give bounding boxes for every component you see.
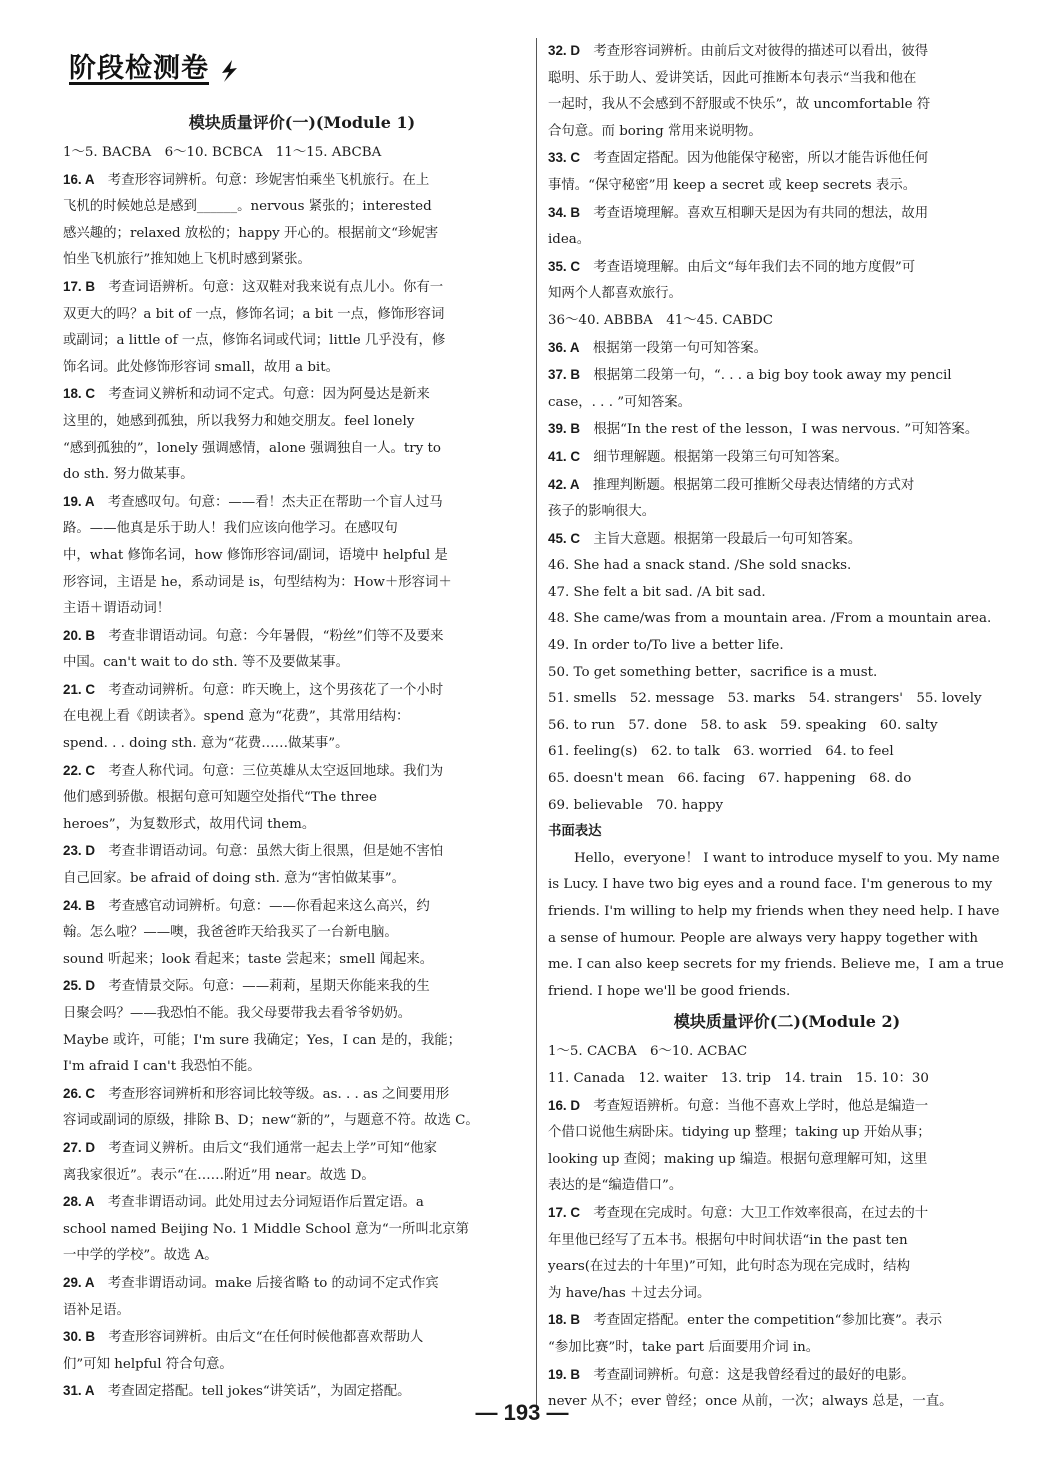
text-line: 36. A 根据第一段第一句可知答案。: [548, 339, 767, 356]
question-number: 19. A: [63, 493, 95, 509]
text-line: 31. A 考查固定搭配。tell jokes“讲笑话”，为固定搭配。: [63, 1383, 411, 1400]
question-number: 21. C: [63, 681, 96, 697]
text-line: sound 听起来；look 看起来；taste 尝起来；smell 闻起来。: [63, 951, 434, 967]
question-number: 37. B: [548, 367, 581, 383]
text-line: 56. to run 57. done 58. to ask 59. speaking 60. salty: [548, 717, 938, 733]
page-number: — 193 —: [475, 1400, 569, 1425]
question-number: 35. C: [548, 258, 581, 274]
text-line: 32. D 考查形容词辨析。由前后文对彼得的描述可以看出，彼得: [548, 43, 929, 59]
text-line: 11. Canada 12. waiter 13. trip 14. train 15. 10：30: [548, 1070, 929, 1086]
text-line: is Lucy. I have two big eyes and a round face. I'm generous to my: [548, 877, 993, 893]
text-line: 主语＋谓语动词！: [63, 601, 171, 617]
question-number: 26. C: [63, 1085, 96, 1101]
text-line: 25. D 考查情景交际。句意：——莉莉，星期天你能来我的生: [63, 978, 430, 995]
text-line: 21. C 考查动词辨析。句意：昨天晚上，这个男孩花了一个小时: [63, 681, 444, 698]
text-line: 形容词，主语是 he，系动词是 is，句型结构为：How＋形容词＋: [63, 574, 452, 590]
text-line: “参加比赛”时，take part 后面要用介词 in。: [548, 1339, 820, 1355]
text-line: 18. C 考查词义辨析和动词不定式。句意：因为阿曼达是新来: [63, 386, 430, 403]
text-line: me. I can also keep secrets for my friends. Believe me，I am a true: [548, 957, 1004, 973]
text-line: 45. C 主旨大意题。根据第一段最后一句可知答案。: [548, 530, 862, 547]
text-line: 这里的，她感到孤独，所以我努力和她交朋友。feel lonely: [63, 413, 415, 429]
text-line: 日聚会吗？——我恐怕不能。我父母要带我去看爷爷奶奶。: [63, 1006, 412, 1021]
text-line: 一中学的学校”。故选 A。: [63, 1248, 218, 1264]
text-line: 17. B 考查词语辨析。句意：这双鞋对我来说有点儿小。你有一: [63, 278, 444, 295]
text-line: case，. . . ”可知答案。: [548, 394, 692, 410]
text-line: 20. B 考查非谓语动词。句意：今年暑假，“粉丝”们等不及要来: [63, 627, 444, 644]
text-line: 合句意。而 boring 常用来说明物。: [548, 123, 762, 139]
text-line: school named Beijing No. 1 Middle School 意为“一所叫北京第: [63, 1221, 470, 1237]
text-line: 们”可知 helpful 符合句意。: [63, 1356, 233, 1372]
text-line: heroes”，为复数形式，故用代词 them。: [63, 816, 316, 832]
text-line: 29. A 考查非谓语动词。make 后接省略 to 的动词不定式作宾: [63, 1274, 439, 1291]
question-number: 16. D: [548, 1097, 581, 1113]
question-number: 20. B: [63, 627, 96, 643]
text-line: 23. D 考查非谓语动词。句意：虽然大街上很黑，但是她不害怕: [63, 843, 444, 860]
text-line: a sense of humour. People are always very happy together with: [548, 930, 979, 946]
text-line: 1～5. BACBA 6～10. BCBCA 11～15. ABCBA: [63, 145, 382, 160]
text-line: looking up 查阅；making up 编造。根据句意理解可知，这里: [548, 1151, 928, 1167]
question-number: 25. D: [63, 978, 96, 994]
text-line: 28. A 考查非谓语动词。此处用过去分词短语作后置定语。a: [63, 1194, 424, 1211]
text-line: “感到孤独的”，lonely 强调感情，alone 强调独自一人。try to: [63, 440, 441, 456]
question-number: 17. C: [548, 1204, 581, 1220]
text-line: 16. A 考查形容词辨析。句意：珍妮害怕乘坐飞机旅行。在上: [63, 171, 430, 188]
question-number: 33. C: [548, 150, 581, 166]
question-number: 24. B: [63, 897, 96, 913]
text-line: 33. C 考查固定搭配。因为他能保守秘密，所以才能告诉他任何: [548, 150, 929, 167]
text-line: 46. She had a snack stand. /She sold snacks.: [548, 558, 852, 574]
text-line: 飞机的时候她总是感到______。nervous 紧张的；interested: [63, 199, 432, 215]
question-number: 19. B: [548, 1366, 581, 1382]
question-number: 28. A: [63, 1194, 95, 1210]
text-line: 表达的是“编造借口”。: [548, 1178, 683, 1194]
text-line: Hello，everyone！ I want to introduce myself to you. My name: [574, 850, 1000, 866]
text-line: 17. C 考查现在完成时。句意：大卫工作效率很高，在过去的十: [548, 1204, 929, 1221]
text-line: 50. To get something better，sacrifice is a must.: [548, 664, 878, 680]
question-number: 30. B: [63, 1329, 96, 1345]
text-line: 24. B 考查感官动词辨析。句意：——你看起来这么高兴，约: [63, 897, 430, 914]
text-line: 22. C 考查人称代词。句意：三位英雄从太空返回地球。我们为: [63, 762, 444, 779]
text-line: 18. B 考查固定搭配。enter the competition“参加比赛”。表示: [548, 1312, 943, 1329]
text-line: idea。: [548, 232, 591, 248]
text-line: 16. D 考查短语辨析。句意：当他不喜欢上学时，他总是编造一: [548, 1097, 929, 1114]
text-line: 离我家很近”。表示“在……附近”用 near。故选 D。: [63, 1167, 375, 1183]
text-line: spend. . . doing sth. 意为“花费……做某事”。: [63, 736, 349, 752]
text-line: 在电视上看《朗读者》。spend 意为“花费”，其常用结构：: [63, 709, 410, 725]
text-line: 49. In order to/To live a better life.: [548, 638, 784, 654]
text-line: Maybe 或许，可能；I'm sure 我确定；Yes，I can 是的，我能；: [63, 1032, 462, 1048]
text-line: I'm afraid I can't 我恐怕不能。: [63, 1059, 261, 1075]
text-line: friends. I'm willing to help my friends when they need help. I have: [548, 904, 1000, 919]
text-line: 感兴趣的；relaxed 放松的；happy 开心的。根据前文“珍妮害: [63, 225, 439, 241]
text-line: 中，what 修饰名词，how 修饰形容词/副词，语境中 helpful 是: [63, 547, 448, 563]
question-number: 18. B: [548, 1312, 581, 1328]
text-line: do sth. 努力做某事。: [63, 467, 194, 483]
text-line: never 从不；ever 曾经；once 从前，一次；always 总是，一直。: [548, 1394, 953, 1410]
page-header: [63, 46, 541, 106]
page-header-title: 阶段检测卷: [69, 53, 209, 84]
text-line: 42. A 推理判断题。根据第二段可推断父母表达情绪的方式对: [548, 476, 915, 493]
section-title-module-1: 模块质量评价(一)(Module 1): [188, 113, 416, 132]
question-number: 18. C: [63, 386, 96, 402]
text-line: 39. B 根据“In the rest of the lesson，I was nervous. ”可知答案。: [548, 421, 979, 438]
text-line: years(在过去的十年里)”可知，此句时态为现在完成时，结构: [548, 1259, 911, 1275]
question-number: 34. B: [548, 204, 581, 220]
question-number: 45. C: [548, 530, 581, 546]
question-number: 36. A: [548, 339, 580, 355]
text-line: 自己回家。be afraid of doing sth. 意为“害怕做某事”。: [63, 871, 405, 887]
text-line: 路。——他真是乐于助人！我们应该向他学习。在感叹句: [63, 521, 398, 537]
question-number: 29. A: [63, 1274, 95, 1290]
text-line: 36～40. ABBBA 41～45. CABDC: [548, 312, 773, 328]
left-answer-lines: [63, 140, 541, 1406]
text-line: 19. B 考查副词辨析。句意：这是我曾经看过的最好的电影。: [548, 1366, 915, 1383]
text-line: 他们感到骄傲。根据句意可知题空处指代“The three: [63, 790, 377, 806]
text-line: 怕坐飞机旅行”推知她上飞机时感到紧张。: [63, 252, 311, 268]
text-line: 48. She came/was from a mountain area. /From a mountain area.: [548, 611, 992, 627]
question-number: 22. C: [63, 762, 96, 778]
text-line: 26. C 考查形容词辨析和形容词比较等级。as. . . as 之间要用形: [63, 1085, 450, 1102]
text-line: 孩子的影响很大。: [548, 504, 656, 520]
text-line: 翰。怎么啦？——噢，我爸爸昨天给我买了一台新电脑。: [63, 925, 398, 941]
text-line: 69. believable 70. happy: [548, 797, 724, 813]
question-number: 41. C: [548, 448, 581, 464]
text-line: 37. B 根据第二段第一句，“. . . a big boy took away my pencil: [548, 367, 952, 384]
left-column: [63, 0, 541, 1406]
text-line: 容词或副词的原级，排除 B、D；new“新的”，与题意不符。故选 C。: [63, 1113, 479, 1129]
text-line: 年里他已经写了五本书。根据句中时间状语“in the past ten: [548, 1232, 908, 1248]
text-line: 51. smells 52. message 53. marks 54. strangers' 55. lovely: [548, 691, 982, 707]
question-number: 17. B: [63, 278, 96, 294]
writing-label: 书面表达: [548, 824, 602, 840]
text-line: 30. B 考查形容词辨析。由后文“在任何时候他都喜欢帮助人: [63, 1329, 424, 1346]
writing-passage: [548, 846, 1026, 1006]
text-line: 一起时，我从不会感到不舒服或不快乐”，故 uncomfortable 符: [548, 97, 931, 113]
text-line: 为 have/has ＋过去分词。: [548, 1285, 711, 1301]
question-number: 27. D: [63, 1139, 96, 1155]
text-line: 聪明、乐于助人、爱讲笑话，因此可推断本句表示“当我和他在: [548, 70, 917, 86]
text-line: 19. A 考查感叹句。句意：——看！杰夫正在帮助一个盲人过马: [63, 493, 443, 510]
text-line: 61. feeling(s) 62. to talk 63. worried 64. to feel: [548, 744, 894, 760]
text-line: 65. doesn't mean 66. facing 67. happening 68. do: [548, 771, 912, 787]
lightning-icon: [218, 59, 240, 87]
text-line: 中国。can't wait to do sth. 等不及要做某事。: [63, 655, 350, 671]
text-line: 1～5. CACBA 6～10. ACBAC: [548, 1044, 748, 1060]
question-number: 32. D: [548, 43, 581, 58]
text-line: 事情。“保守秘密”用 keep a secret 或 keep secrets 表示。: [548, 177, 917, 193]
text-line: 饰名词。此处修饰形容词 small，故用 a bit。: [63, 359, 339, 375]
text-line: 双更大的吗？a bit of 一点，修饰名词；a bit 一点，修饰形容词: [63, 306, 445, 322]
question-number: 16. A: [63, 171, 95, 187]
question-number: 23. D: [63, 843, 96, 859]
right-column: [548, 0, 1026, 1416]
right-answer-lines-b: [548, 1039, 1026, 1415]
text-line: 47. She felt a bit sad. /A bit sad.: [548, 584, 766, 600]
text-line: 34. B 考查语境理解。喜欢互相聊天是因为有共同的想法，故用: [548, 204, 929, 221]
text-line: 个借口说他生病卧床。tidying up 整理；taking up 开始从事；: [548, 1125, 931, 1141]
text-line: 或副词；a little of 一点，修饰名词或代词；little 几乎没有，修: [63, 333, 446, 349]
right-answer-lines-a: [548, 38, 1026, 819]
text-line: 语补足语。: [63, 1302, 130, 1318]
text-line: 知两个人都喜欢旅行。: [548, 286, 682, 302]
text-line: 41. C 细节理解题。根据第一段第三句可知答案。: [548, 448, 848, 465]
text-line: 27. D 考查词义辨析。由后文“我们通常一起去上学”可知“他家: [63, 1139, 437, 1156]
question-number: 42. A: [548, 476, 580, 492]
section-title-module-2: 模块质量评价(二)(Module 2): [673, 1012, 901, 1032]
text-line: 35. C 考查语境理解。由后文“每年我们去不同的地方度假”可: [548, 258, 916, 275]
question-number: 31. A: [63, 1383, 95, 1399]
text-line: friend. I hope we'll be good friends.: [548, 983, 791, 999]
question-number: 39. B: [548, 421, 581, 437]
